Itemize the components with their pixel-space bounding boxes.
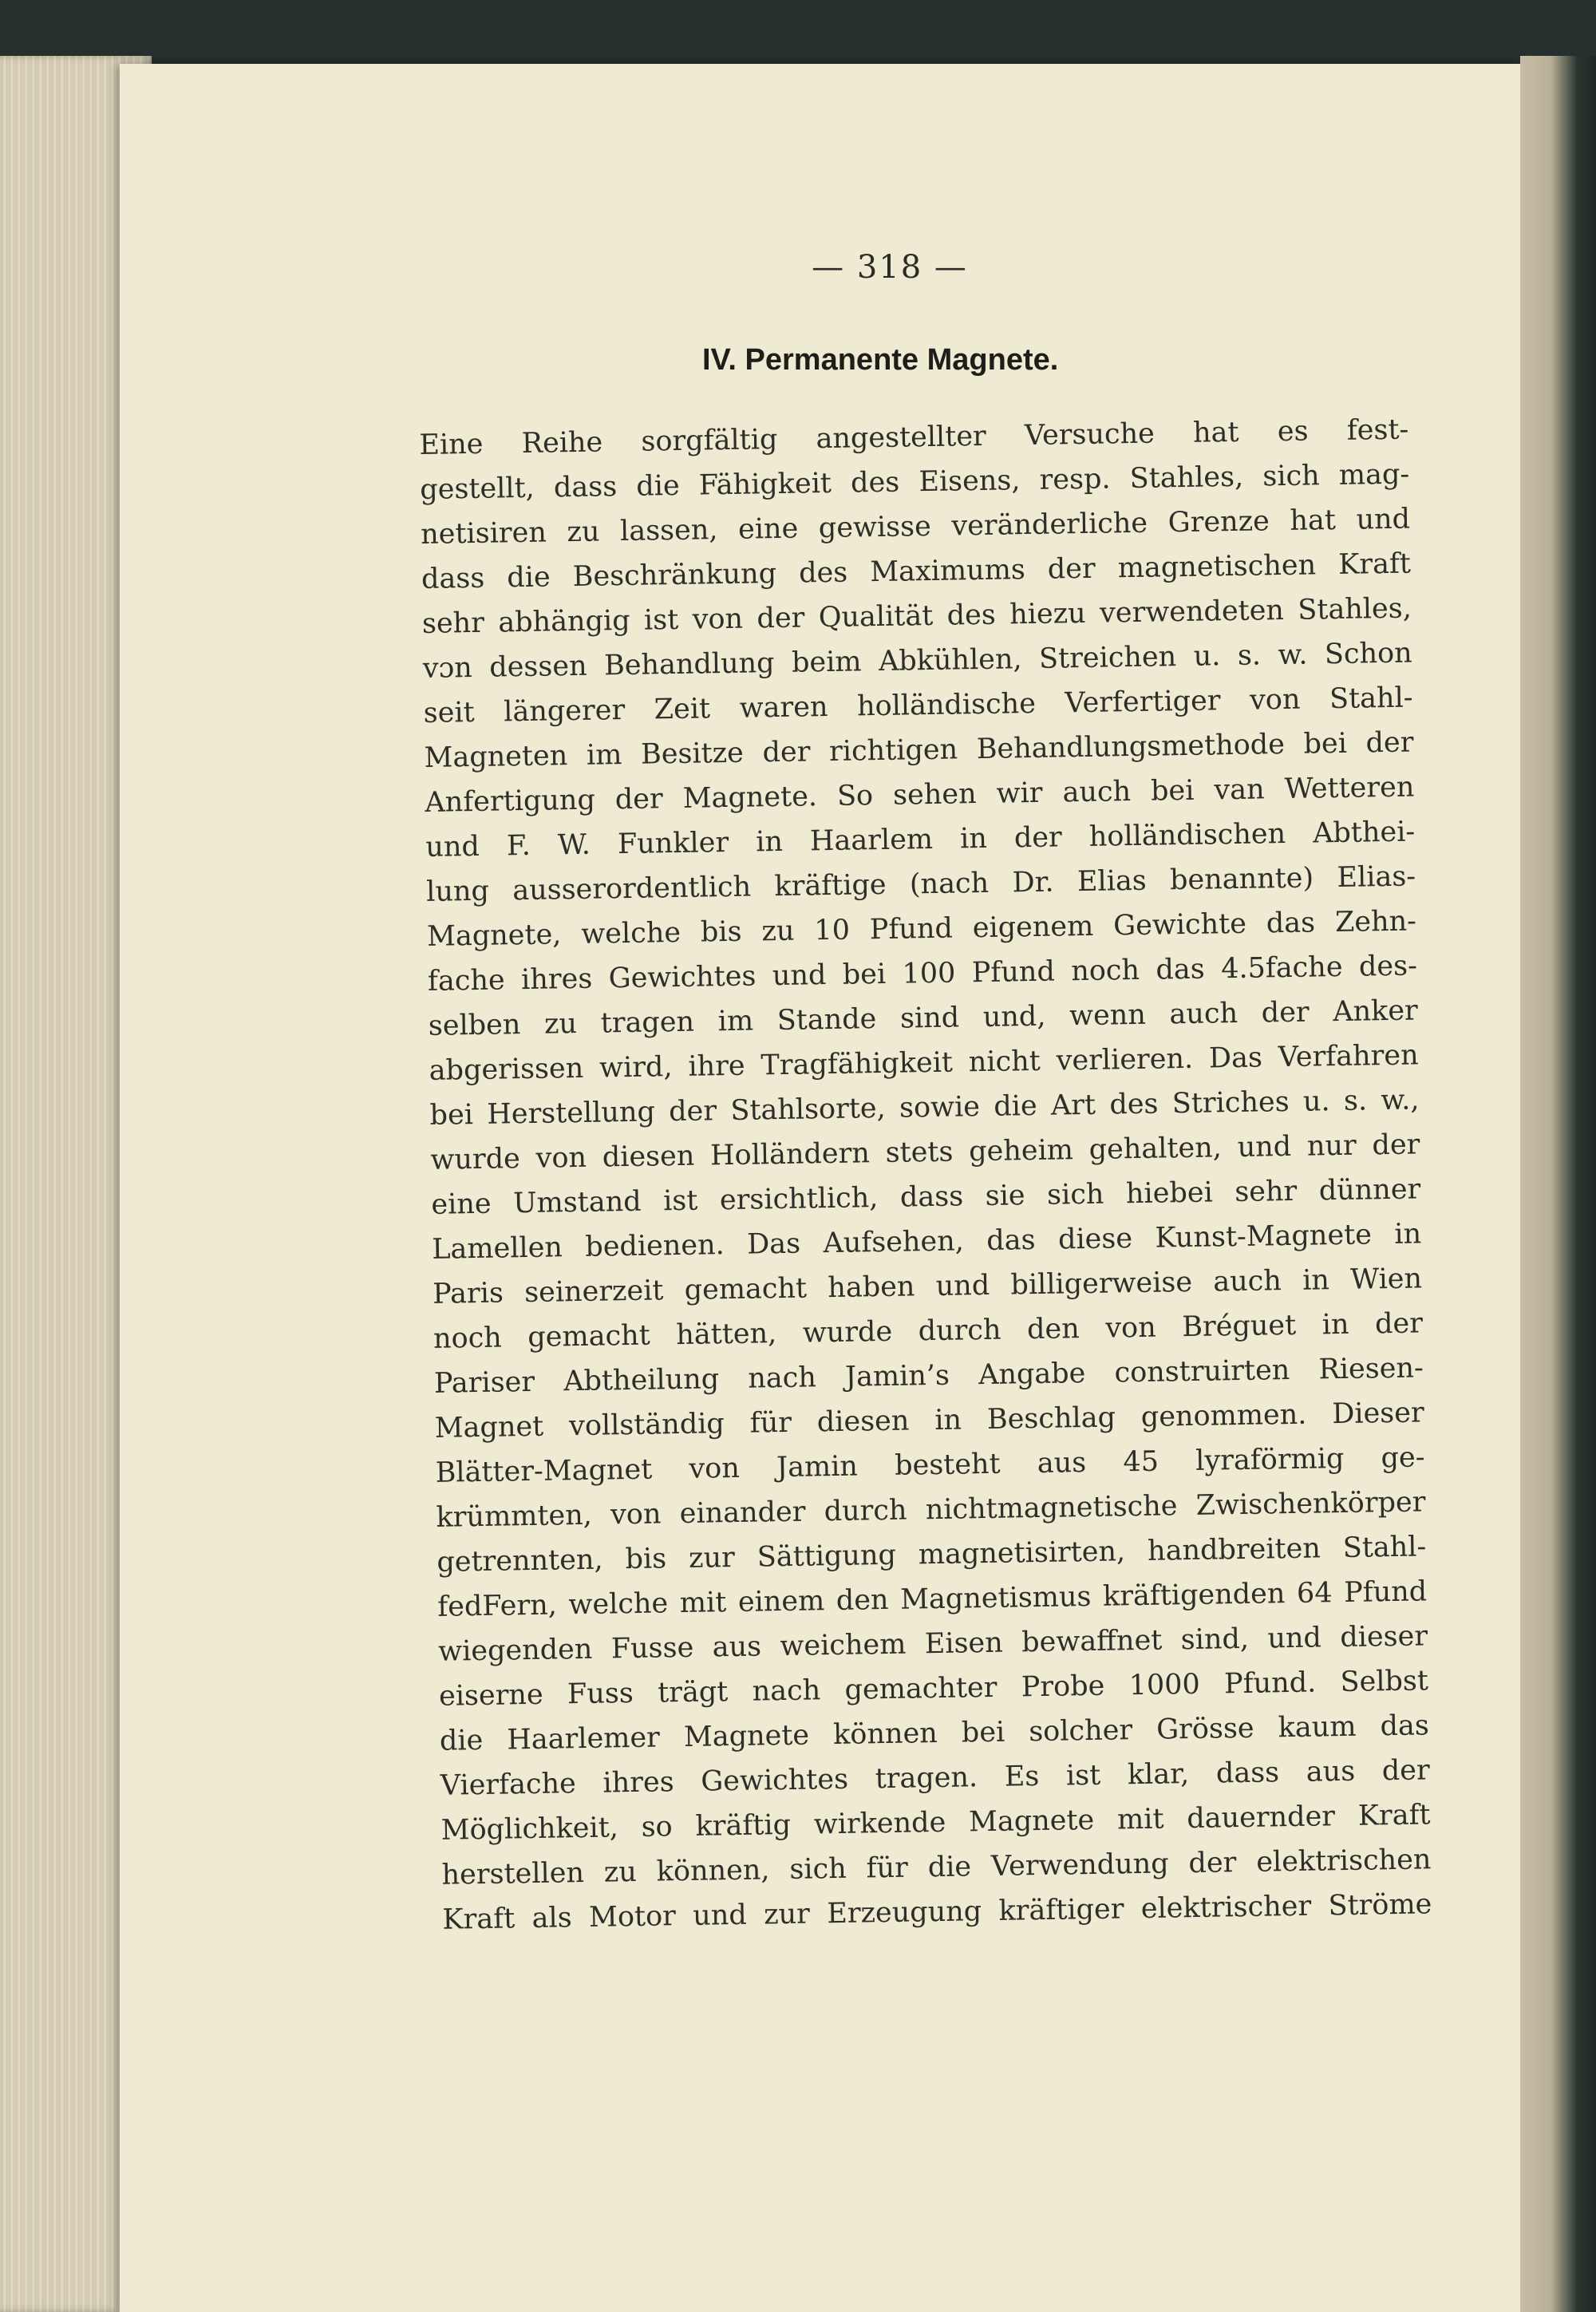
text-line: krümmten, von einander durch nichtmagnetische Zwischenkörper xyxy=(436,1486,1426,1534)
text-line: fedFern, welche mit einem den Magnetismus kräftigenden 64 Pfund xyxy=(437,1575,1428,1623)
text-line: noch gemacht hätten, wurde durch den von Bréguet in der xyxy=(433,1307,1424,1355)
text-line: selben zu tragen im Stande sind und, wenn auch der Anker xyxy=(428,994,1419,1042)
text-line: Vierfache ihres Gewichtes tragen. Es ist klar, dass aus der xyxy=(440,1754,1430,1802)
page-number: — 318 — xyxy=(812,249,968,286)
text-line: Blätter-Magnet von Jamin besteht aus 45 lyraförmig ge- xyxy=(435,1441,1425,1489)
text-line: sehr abhängig ist von der Qualität des hiezu verwendeten Stahles, xyxy=(421,592,1412,640)
body-paragraph xyxy=(419,408,1432,1942)
text-line: Pariser Abtheilung nach Jamin’s Angabe construirten Riesen- xyxy=(433,1352,1424,1400)
text-line: Magneten im Besitze der richtigen Behandlungsmethode bei der xyxy=(424,726,1414,774)
section-heading: IV. Permanente Magnete. xyxy=(702,343,1059,377)
text-line: wurde von diesen Holländern stets geheim gehalten, und nur der xyxy=(430,1128,1420,1176)
text-line: die Haarlemer Magnete können bei solcher Grösse kaum das xyxy=(439,1709,1430,1757)
text-line: bei Herstellung der Stahlsorte, sowie die Art des Striches u. s. w., xyxy=(429,1084,1420,1132)
text-line: abgerissen wird, ihre Tragfähigkeit nicht verlieren. Das Verfahren xyxy=(429,1039,1419,1087)
text-line: seit längerer Zeit waren holländische Verfertiger von Stahl- xyxy=(423,682,1413,729)
text-line: Paris seinerzeit gemacht haben und billigerweise auch in Wien xyxy=(432,1263,1423,1310)
text-line: fache ihres Gewichtes und bei 100 Pfund noch das 4.5fache des- xyxy=(427,950,1418,998)
text-line: Kraft als Motor und zur Erzeugung kräftiger elektrischer Ströme xyxy=(442,1888,1432,1936)
text-line: eine Umstand ist ersichtlich, dass sie sich hiebei sehr dünner xyxy=(431,1173,1421,1221)
text-line: und F. W. Funkler in Haarlem in der holländischen Abthei- xyxy=(425,816,1416,864)
text-line: Möglichkeit, so kräftig wirkende Magnete mit dauernder Kraft xyxy=(440,1799,1431,1847)
text-line: gestellt, dass die Fähigkeit des Eisens, resp. Stahles, sich mag- xyxy=(420,458,1410,506)
book-cover-edge xyxy=(1520,56,1596,2312)
text-line: eiserne Fuss trägt nach gemachter Probe 1000 Pfund. Selbst xyxy=(438,1665,1429,1713)
text-line: getrennten, bis zur Sättigung magnetisirten, handbreiten Stahl- xyxy=(437,1531,1427,1579)
text-line: Anfertigung der Magnete. So sehen wir auch bei van Wetteren xyxy=(425,771,1415,819)
text-line: wiegenden Fusse aus weichem Eisen bewaffnet sind, und dieser xyxy=(437,1620,1428,1668)
text-line: Eine Reihe sorgfältig angestellter Versuche hat es fest- xyxy=(419,413,1409,461)
text-line: Magnet vollständig für diesen in Beschlag genommen. Dieser xyxy=(434,1397,1424,1445)
text-line: vɔn dessen Behandlung beim Abkühlen, Streichen u. s. w. Schon xyxy=(422,637,1412,685)
text-line: netisiren zu lassen, eine gewisse veränderliche Grenze hat und xyxy=(420,503,1411,551)
text-line: herstellen zu können, sich für die Verwendung der elektrischen xyxy=(441,1844,1432,1891)
text-line: Lamellen bedienen. Das Aufsehen, das diese Kunst-Magnete in xyxy=(431,1218,1422,1266)
text-line: dass die Beschränkung des Maximums der magnetischen Kraft xyxy=(421,547,1412,595)
text-line: Magnete, welche bis zu 10 Pfund eigenem Gewichte das Zehn- xyxy=(426,905,1417,953)
text-line: lung ausserordentlich kräftige (nach Dr. Elias benannte) Elias- xyxy=(425,860,1416,908)
